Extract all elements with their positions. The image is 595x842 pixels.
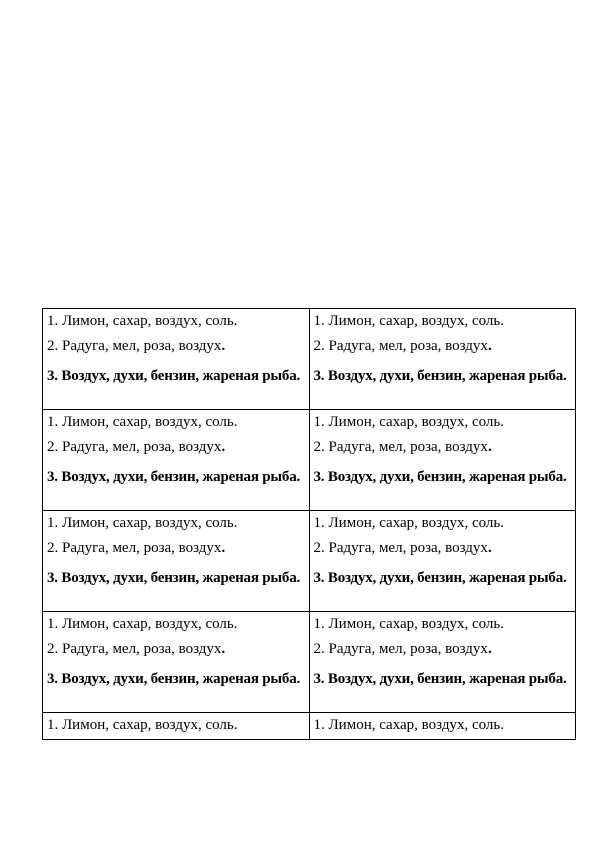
question-line-3: 3. Воздух, духи, бензин, жареная рыба. <box>313 368 567 384</box>
question-line-1: 1. Лимон, сахар, воздух, соль. <box>313 313 504 329</box>
question-line-2-text: 2. Радуга, мел, роза, воздух <box>47 540 222 556</box>
question-line-2 <box>314 335 574 362</box>
question-line-2-period: . <box>487 439 492 455</box>
question-line-2-text: 2. Радуга, мел, роза, воздух <box>47 641 222 657</box>
card-cell <box>309 410 576 511</box>
table-row <box>43 309 576 410</box>
table-row <box>43 612 576 713</box>
question-line-2-period: . <box>221 439 226 455</box>
question-line-3: 3. Воздух, духи, бензин, жареная рыба. <box>313 570 567 586</box>
question-line-1: 1. Лимон, сахар, воздух, соль. <box>47 616 238 632</box>
card-cell <box>43 612 310 713</box>
question-line-1: 1. Лимон, сахар, воздух, соль. <box>313 515 504 531</box>
question-line-1: 1. Лимон, сахар, воздух, соль. <box>47 313 238 329</box>
question-line-2-text: 2. Радуга, мел, роза, воздух <box>313 338 488 354</box>
card-cell <box>309 309 576 410</box>
question-line-2-period: . <box>487 641 492 657</box>
table-row <box>43 410 576 511</box>
question-line-2-period: . <box>221 338 226 354</box>
question-line-1: 1. Лимон, сахар, воздух, соль. <box>313 616 504 632</box>
question-line-3: 3. Воздух, духи, бензин, жареная рыба. <box>47 368 301 384</box>
question-line-2 <box>314 537 574 564</box>
card-cell <box>43 309 310 410</box>
question-line-2-period: . <box>221 540 226 556</box>
question-line-3: 3. Воздух, духи, бензин, жареная рыба. <box>313 469 567 485</box>
question-line-2-period: . <box>487 338 492 354</box>
question-line-2 <box>47 436 307 463</box>
question-line-2 <box>47 537 307 564</box>
question-line-3: 3. Воздух, духи, бензин, жареная рыба. <box>47 671 301 687</box>
question-line-2-text: 2. Радуга, мел, роза, воздух <box>313 540 488 556</box>
question-line-1: 1. Лимон, сахар, воздух, соль. <box>47 717 238 733</box>
question-line-1: 1. Лимон, сахар, воздух, соль. <box>313 414 504 430</box>
cards-table <box>42 308 576 740</box>
question-line-3: 3. Воздух, духи, бензин, жареная рыба. <box>47 469 301 485</box>
card-cell <box>309 713 576 740</box>
question-line-2 <box>47 638 307 665</box>
card-cell <box>309 612 576 713</box>
question-line-1: 1. Лимон, сахар, воздух, соль. <box>47 515 238 531</box>
card-cell <box>43 410 310 511</box>
question-line-2 <box>314 638 574 665</box>
question-line-1: 1. Лимон, сахар, воздух, соль. <box>313 717 504 733</box>
card-cell <box>43 511 310 612</box>
card-cell <box>43 713 310 740</box>
question-line-2-text: 2. Радуга, мел, роза, воздух <box>47 439 222 455</box>
question-line-1: 1. Лимон, сахар, воздух, соль. <box>47 414 238 430</box>
question-line-2 <box>47 335 307 362</box>
table-row <box>43 713 576 740</box>
question-line-2-period: . <box>221 641 226 657</box>
question-line-2 <box>314 436 574 463</box>
question-line-2-period: . <box>487 540 492 556</box>
question-line-2-text: 2. Радуга, мел, роза, воздух <box>313 439 488 455</box>
table-row <box>43 511 576 612</box>
question-line-3: 3. Воздух, духи, бензин, жареная рыба. <box>47 570 301 586</box>
question-line-3: 3. Воздух, духи, бензин, жареная рыба. <box>313 671 567 687</box>
question-line-2-text: 2. Радуга, мел, роза, воздух <box>313 641 488 657</box>
card-cell <box>309 511 576 612</box>
question-line-2-text: 2. Радуга, мел, роза, воздух <box>47 338 222 354</box>
